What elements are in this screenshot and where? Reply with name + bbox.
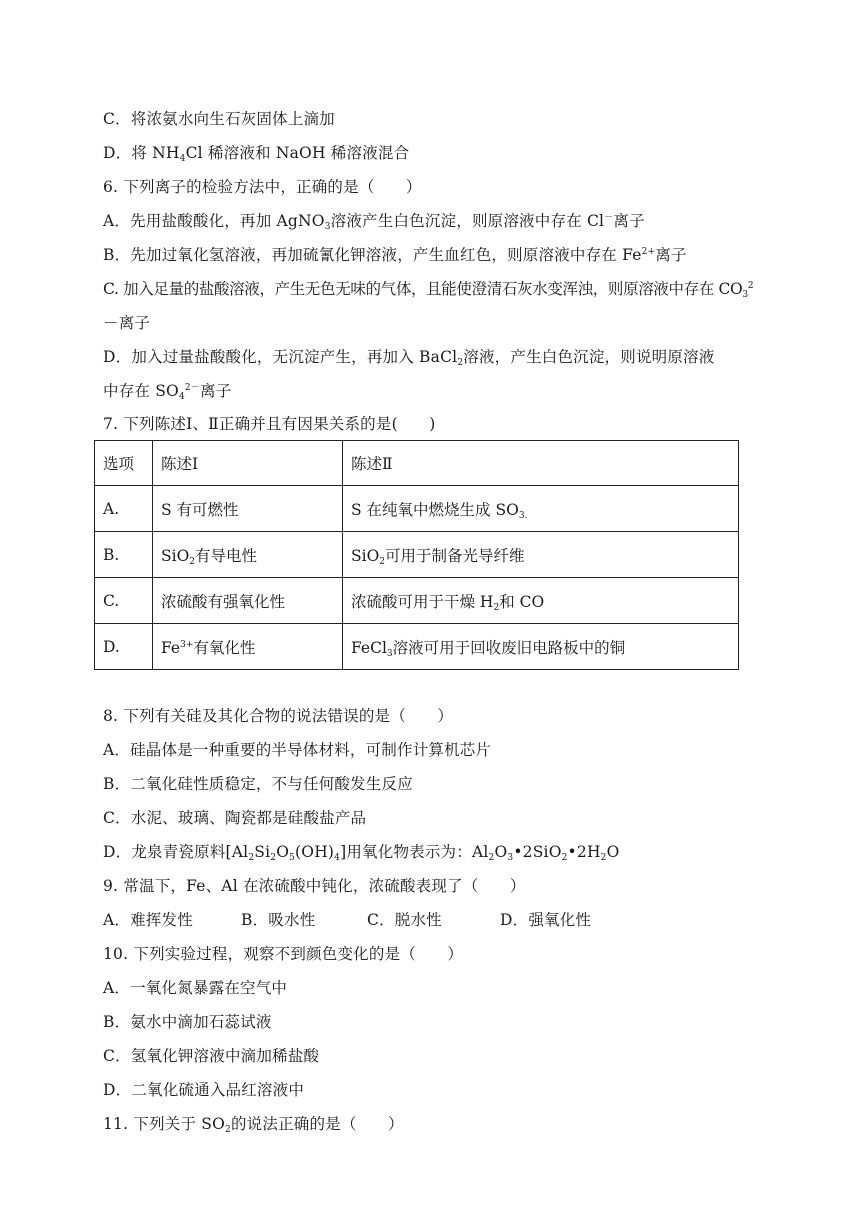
q10-stem: 10. 下列实验过程，观察不到颜色变化的是（ ） [103,945,464,963]
row-statement-1: 浓硫酸有强氧化性 [153,578,343,624]
table-row [95,578,739,624]
row-statement-2: S 在纯氧中燃烧生成 $SO_{3.}$ [343,486,739,532]
header-statement-2: 陈述Ⅱ [343,441,739,486]
q9-option-c: C．脱水性 [367,911,442,929]
q6-option-d-line2: 中存在 $SO_4^{2-}$离子 [103,382,232,402]
q10-option-a: A．一氧化氮暴露在空气中 [103,979,288,997]
table-row [95,486,739,532]
q8-stem: 8. 下列有关硅及其化合物的说法错误的是（ ） [103,707,454,725]
q9-options [103,910,591,930]
q8-option-d: D．龙泉青瓷原料$[Al_2Si_2O_5(OH)_4]$用氧化物表示为：$Al_2O_3•2SiO_2•2H_2O$ [103,843,620,863]
table-header-row [95,441,739,486]
table-row [95,624,739,670]
q10-option-b: B．氨水中滴加石蕊试液 [103,1013,272,1031]
q7-stem: 7. 下列陈述Ⅰ、Ⅱ正确并且有因果关系的是( ) [103,415,436,433]
q9-option-d: D．强氧化性 [500,911,592,929]
q5-option-c: C．将浓氨水向生石灰固体上滴加 [103,110,335,128]
q10-option-d: D．二氧化硫通入品红溶液中 [103,1081,305,1099]
q6-option-c: C. 加入足量的盐酸溶液，产生无色无味的气体，且能使澄清石灰水变浑浊，则原溶液中存在 $CO_3^2$ [103,280,754,300]
q9-option-b: B．吸水性 [241,911,316,929]
row-statement-2: FeCl$_3$溶液可用于回收废旧电路板中的铜 [343,624,739,670]
q6-stem: 6. 下列离子的检验方法中，正确的是（ ） [103,178,422,196]
q5-option-d: D．将 $NH_4Cl$ 稀溶液和 NaOH 稀溶液混合 [103,144,410,164]
q7-table [94,440,739,670]
header-statement-1: 陈述Ⅰ [153,441,343,486]
row-statement-1: SiO$_2$有导电性 [153,532,343,578]
row-statement-1: S 有可燃性 [153,486,343,532]
q8-option-c: C．水泥、玻璃、陶瓷都是硅酸盐产品 [103,809,367,827]
row-option: A. [95,486,153,532]
q8-option-b: B．二氧化硅性质稳定，不与任何酸发生反应 [103,775,413,793]
q9-option-a: A．难挥发性 [103,911,193,929]
q9-stem: 9. 常温下，Fe、Al 在浓硫酸中钝化，浓硫酸表现了（ ） [103,877,526,895]
q6-option-b: B．先加过氧化氢溶液，再加硫氰化钾溶液，产生血红色，则原溶液中存在 $Fe^{2+}$离子 [103,246,687,264]
q6-option-c-cont: －离子 [103,314,151,332]
row-option: D. [95,624,153,670]
q10-option-c: C．氢氧化钾溶液中滴加稀盐酸 [103,1047,320,1065]
header-option: 选项 [95,441,153,486]
row-option: B. [95,532,153,578]
q6-option-a: A．先用盐酸酸化，再加 AgNO$_3$溶液产生白色沉淀，则原溶液中存在 Cl－离子 [103,212,645,232]
row-statement-2: 浓硫酸可用于干燥 $H_2$和 CO [343,578,739,624]
q11-stem: 11. 下列关于 $SO_2$的说法正确的是（ ） [103,1115,404,1135]
row-statement-2: SiO$_2$可用于制备光导纤维 [343,532,739,578]
row-option: C. [95,578,153,624]
table-row [95,532,739,578]
row-statement-1: $Fe^{3+}$有氧化性 [153,624,343,670]
q8-option-a: A．硅晶体是一种重要的半导体材料，可制作计算机芯片 [103,741,492,759]
q6-option-d-line1: D．加入过量盐酸酸化，无沉淀产生，再加入 BaCl$_2$溶液，产生白色沉淀，则说明原溶液 [103,348,715,368]
